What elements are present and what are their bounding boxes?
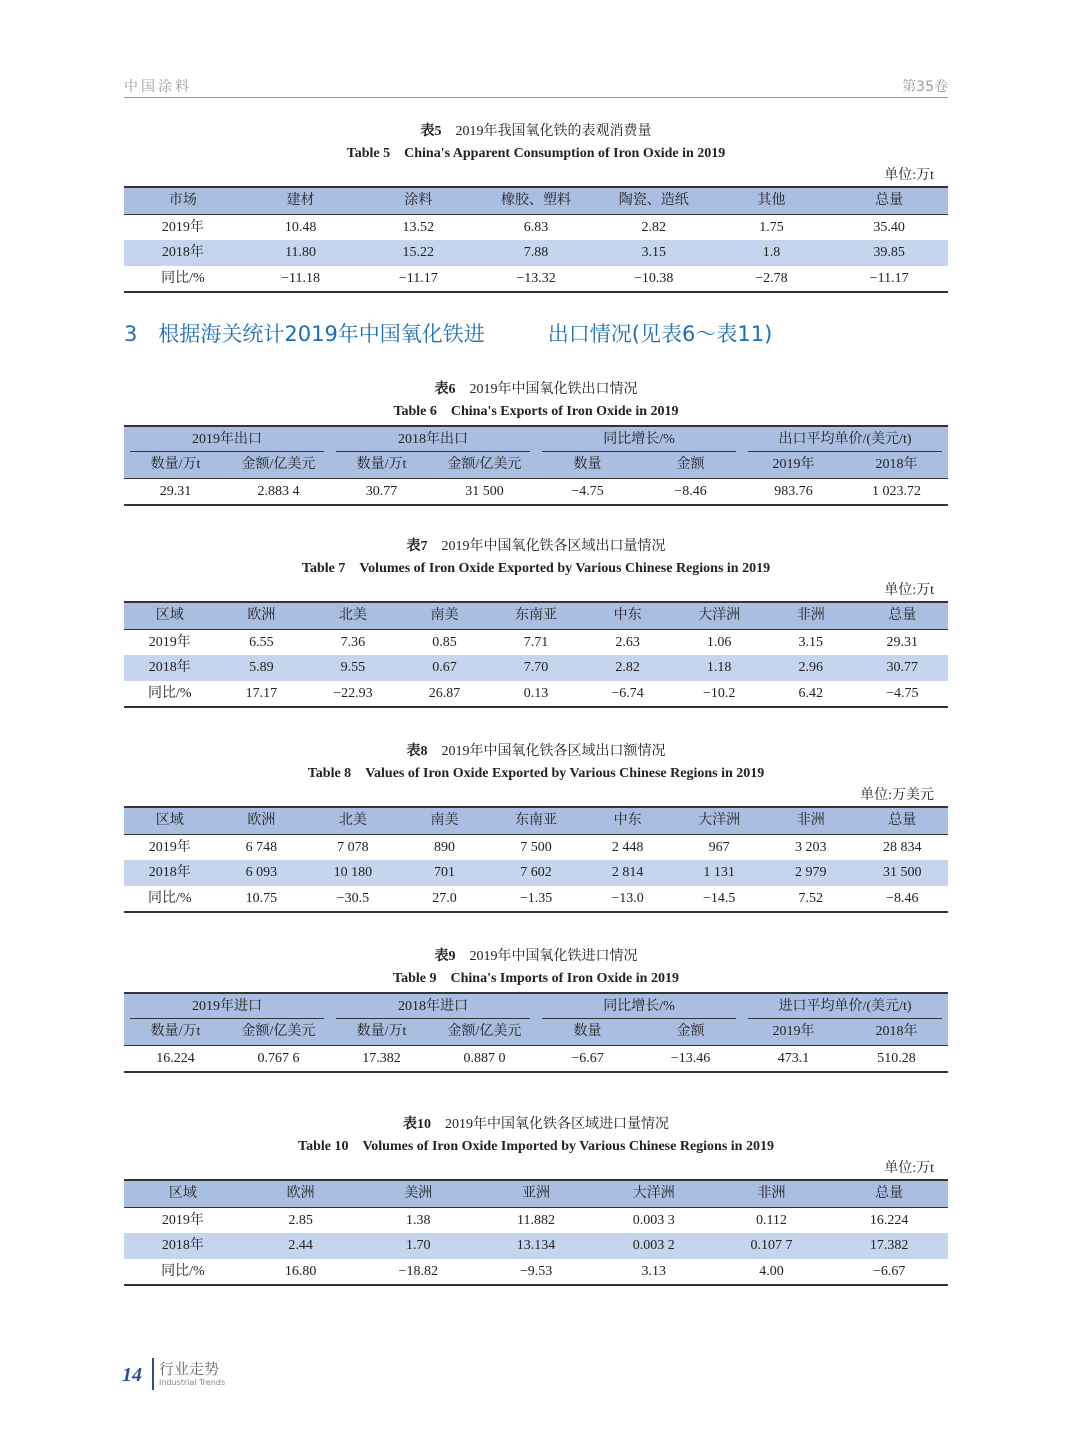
table-row: [124, 1259, 948, 1285]
group-header-cell: 同比增长/%: [542, 427, 736, 452]
caption-cn: [124, 946, 948, 968]
table-cell: 11.80: [285, 245, 317, 260]
column-header: 数量: [573, 457, 602, 472]
table-cell: 5.89: [249, 660, 274, 675]
table-cell: 同比/%: [161, 1263, 205, 1279]
table-cell: 27.0: [432, 890, 457, 906]
table-cell: 2018年: [161, 245, 204, 260]
table-cell: 28 834: [883, 839, 922, 855]
data-table: [124, 806, 948, 913]
table-cell: 2.883 4: [257, 483, 300, 499]
data-table: [124, 1179, 948, 1286]
column-header: 数量/万t: [150, 457, 201, 472]
column-header: 2018年: [875, 1024, 918, 1039]
caption-cn-title: 2019年我国氧化铁的表观消费量: [455, 124, 652, 139]
table-row: [124, 1208, 948, 1234]
header-row: [124, 452, 948, 479]
table-cell: 7.71: [523, 634, 549, 650]
table-cell: 39.85: [873, 245, 905, 260]
data-table: [124, 992, 948, 1073]
table-cell: 31 500: [465, 483, 504, 499]
table-cell: 10.48: [284, 219, 317, 235]
group-header-cell: 2018年出口: [336, 427, 530, 452]
caption-en-title: Volumes of Iron Oxide Exported by Various Chinese Regions in 2019: [359, 561, 771, 576]
table-cell: 967: [708, 839, 730, 855]
table-cell: 1.38: [406, 1212, 431, 1228]
table-cell: 2.82: [641, 219, 666, 235]
caption-en: [124, 763, 948, 785]
caption-cn: [124, 536, 948, 558]
table-row: [124, 479, 948, 505]
table-row: [124, 240, 948, 266]
caption-en-label: Table 10: [298, 1139, 349, 1154]
table-row: [124, 835, 948, 861]
group-header-cell: 进口平均单价/(美元/t): [748, 994, 942, 1019]
table-cell: 1.06: [706, 634, 732, 650]
table-row: [124, 655, 948, 681]
journal-name: 中国涂料: [124, 79, 192, 95]
footer-divider: [152, 1358, 154, 1390]
unit-label: 单位:万t: [884, 583, 934, 598]
caption-en: [124, 143, 948, 165]
table-cell: 30.77: [886, 660, 919, 675]
table-cell: −18.82: [398, 1263, 438, 1279]
table-cell: 6 093: [245, 865, 278, 880]
table-block: [124, 1114, 948, 1286]
caption-cn-title: 2019年中国氧化铁各区域进口量情况: [445, 1117, 669, 1132]
unit-label: 单位:万美元: [860, 788, 934, 803]
column-header: 总量: [888, 813, 917, 828]
column-header: 涂料: [404, 193, 433, 208]
caption-cn: [124, 121, 948, 143]
column-header: 南美: [430, 813, 459, 828]
table-cell: 6.55: [249, 634, 274, 650]
table-cell: 26.87: [428, 685, 461, 701]
table-cell: 17.17: [245, 685, 278, 701]
table-cell: 7 500: [520, 839, 552, 855]
column-header: 欧洲: [247, 608, 276, 623]
table-block: [124, 741, 948, 913]
column-header: 2019年: [772, 457, 815, 472]
table-cell: 0.107 7: [750, 1238, 793, 1253]
section-heading: 3 根据海关统计2019年中国氧化铁进 出口情况(见表6～表11): [124, 322, 773, 346]
caption-en: [124, 558, 948, 580]
column-header: 亚洲: [522, 1186, 551, 1201]
caption-cn-title: 2019年中国氧化铁各区域出口量情况: [441, 539, 666, 554]
table-cell: 7.52: [798, 890, 823, 906]
table-cell: 6.83: [523, 219, 549, 235]
table-cell: −6.67: [872, 1263, 906, 1279]
table-cell: 2.44: [288, 1238, 313, 1253]
table-cell: 1.70: [406, 1238, 431, 1253]
table-cell: 7 602: [520, 865, 552, 880]
table-cell: 3.15: [641, 245, 666, 260]
column-header: 总量: [888, 608, 917, 623]
table-cell: 1.75: [759, 219, 784, 235]
table-cell: 0.003 3: [632, 1212, 675, 1228]
column-header: 总量: [875, 193, 904, 208]
caption-en: [124, 401, 948, 423]
table-cell: 4.00: [759, 1263, 784, 1279]
table-cell: 0.112: [755, 1212, 787, 1228]
column-header: 陶瓷、造纸: [618, 193, 689, 208]
table-cell: −13.32: [516, 270, 556, 286]
caption-en-title: Values of Iron Oxide Exported by Various Chinese Regions in 2019: [365, 766, 765, 781]
footer-section-en: Industrial Trends: [159, 1378, 226, 1387]
table-cell: 1 131: [703, 865, 735, 880]
data-table: [124, 186, 948, 293]
caption-cn-label: 表7: [406, 539, 428, 554]
table-cell: −10.38: [634, 270, 674, 286]
table-cell: −30.5: [336, 890, 370, 906]
table-cell: 2.96: [798, 660, 823, 675]
caption-en-label: Table 8: [307, 766, 352, 781]
table-cell: −8.46: [674, 483, 707, 499]
table-cell: 7.88: [523, 245, 549, 260]
table-cell: 29.31: [159, 483, 192, 499]
header-row: [124, 603, 948, 630]
table-cell: −4.75: [571, 483, 604, 499]
table-cell: 7.36: [340, 634, 366, 650]
column-header: 北美: [338, 813, 367, 828]
caption-en-title: China's Apparent Consumption of Iron Oxide in 2019: [404, 146, 726, 161]
table-cell: 1.18: [706, 660, 732, 675]
header-row: [124, 1181, 948, 1208]
table-cell: −6.67: [571, 1050, 604, 1066]
footer-section-cn: 行业走势: [159, 1360, 220, 1378]
table-cell: −10.2: [702, 685, 736, 701]
table-cell: −8.46: [886, 890, 919, 906]
table-cell: −9.53: [519, 1263, 553, 1279]
table-cell: 2018年: [161, 1238, 204, 1253]
running-header: [124, 76, 948, 98]
column-header: 金额/亿美元: [447, 457, 522, 472]
caption-en-title: China's Exports of Iron Oxide in 2019: [450, 404, 679, 419]
table-cell: −11.17: [869, 270, 909, 286]
table-row: [124, 1233, 948, 1259]
table-cell: 2019年: [148, 634, 191, 650]
table-cell: 0.003 2: [632, 1238, 675, 1253]
table-cell: 10 180: [333, 865, 373, 880]
table-block: [124, 121, 948, 293]
table-cell: 10.75: [245, 890, 278, 906]
caption-cn-label: 表10: [403, 1117, 431, 1132]
table-cell: −11.18: [281, 270, 321, 286]
table-cell: 2 448: [611, 839, 644, 855]
column-header: 南美: [430, 608, 459, 623]
header-row: [124, 808, 948, 835]
table-cell: 16.224: [869, 1212, 909, 1228]
table-block: [124, 379, 948, 506]
table-cell: 2018年: [148, 865, 191, 880]
column-header: 美洲: [404, 1186, 433, 1201]
caption-cn-title: 2019年中国氧化铁出口情况: [469, 382, 638, 397]
table-cell: 1.8: [762, 245, 781, 260]
column-header: 区域: [155, 608, 184, 623]
column-header: 金额: [676, 1024, 705, 1039]
caption-cn-label: 表8: [406, 744, 428, 759]
column-header: 北美: [338, 608, 367, 623]
table-row: [124, 681, 948, 707]
caption-cn-label: 表6: [434, 382, 456, 397]
unit-label: 单位:万t: [884, 1161, 934, 1176]
table-cell: −14.5: [702, 890, 736, 906]
column-header: 欧洲: [286, 1186, 315, 1201]
table-row: [124, 266, 948, 292]
column-header: 橡胶、塑料: [501, 193, 572, 208]
data-table: [124, 425, 948, 506]
group-header-cell: 2018年进口: [336, 994, 530, 1019]
table-cell: 2019年: [161, 1212, 204, 1228]
table-cell: 同比/%: [148, 890, 192, 906]
column-header: 区域: [168, 1186, 197, 1201]
table-cell: 0.887 0: [463, 1050, 506, 1066]
table-cell: 16.224: [156, 1050, 195, 1066]
column-header: 金额: [676, 457, 705, 472]
table-cell: −11.17: [398, 270, 438, 286]
table-cell: 473.1: [777, 1050, 810, 1066]
table-cell: 2.63: [615, 634, 640, 650]
table-cell: 30.77: [365, 483, 398, 499]
caption-cn-title: 2019年中国氧化铁进口情况: [469, 949, 638, 964]
caption-cn-title: 2019年中国氧化铁各区域出口额情况: [441, 744, 666, 759]
table-cell: 31 500: [883, 865, 922, 880]
column-header: 中东: [613, 813, 642, 828]
table-cell: 3 203: [794, 839, 827, 855]
table-cell: 6 748: [245, 839, 278, 855]
column-header: 大洋洲: [632, 1186, 675, 1201]
column-header: 金额/亿美元: [241, 457, 316, 472]
table-cell: −13.46: [670, 1050, 711, 1066]
table-cell: 同比/%: [148, 685, 192, 701]
group-header-row: [124, 994, 948, 1019]
caption-en-title: Volumes of Iron Oxide Imported by Various Chinese Regions in 2019: [362, 1139, 774, 1154]
table-cell: 983.76: [774, 483, 813, 499]
caption-cn: [124, 741, 948, 763]
table-row: [124, 215, 948, 241]
table-cell: 16.80: [284, 1263, 317, 1279]
caption-en-title: China's Imports of Iron Oxide in 2019: [450, 971, 679, 986]
column-header: 东南亚: [515, 608, 558, 623]
column-header: 总量: [875, 1186, 904, 1201]
group-header-cell: 出口平均单价/(美元/t): [748, 427, 942, 452]
table-cell: −2.78: [755, 270, 788, 286]
table-cell: 0.13: [523, 685, 549, 701]
table-cell: 11.882: [517, 1212, 555, 1228]
table-row: [124, 630, 948, 656]
table-row: [124, 860, 948, 886]
column-header: 中东: [613, 608, 642, 623]
column-header: 非洲: [757, 1186, 786, 1201]
page-number: 14: [122, 1364, 142, 1386]
table-cell: 15.22: [402, 245, 435, 260]
group-header-cell: 同比增长/%: [542, 994, 736, 1019]
caption-en-label: Table 7: [301, 561, 346, 576]
column-header: 2019年: [772, 1024, 815, 1039]
caption-en-label: Table 9: [393, 971, 437, 986]
column-header: 东南亚: [515, 813, 558, 828]
table-cell: 0.767 6: [257, 1050, 300, 1066]
table-cell: 9.55: [340, 660, 366, 675]
table-cell: 890: [433, 839, 455, 855]
table-cell: 13.52: [402, 219, 435, 235]
table-cell: 7.70: [523, 660, 549, 675]
caption-en-label: Table 6: [393, 404, 437, 419]
table-cell: 6.42: [798, 685, 823, 701]
column-header: 大洋洲: [698, 608, 741, 623]
group-header-cell: 2019年出口: [130, 427, 324, 452]
column-header: 市场: [168, 193, 197, 208]
table-cell: 17.382: [362, 1050, 401, 1066]
column-header: 建材: [286, 193, 315, 208]
column-header: 非洲: [796, 813, 825, 828]
table-row: [124, 1046, 948, 1072]
column-header: 其他: [757, 193, 786, 208]
table-cell: 510.28: [877, 1050, 916, 1066]
unit-label: 单位:万t: [884, 168, 934, 183]
column-header: 2018年: [875, 457, 918, 472]
column-header: 数量/万t: [356, 1024, 407, 1039]
column-header: 大洋洲: [698, 813, 741, 828]
table-cell: 17.382: [869, 1238, 909, 1253]
table-cell: 7 078: [337, 839, 369, 855]
table-cell: 0.67: [432, 660, 457, 675]
table-cell: −22.93: [333, 685, 373, 701]
table-cell: −6.74: [611, 685, 644, 701]
header-row: [124, 188, 948, 215]
table-cell: 2 979: [794, 865, 827, 880]
caption-en-label: Table 5: [346, 146, 391, 161]
volume-number: 第35卷: [902, 79, 948, 95]
group-header-row: [124, 427, 948, 452]
table-cell: 2.85: [288, 1212, 313, 1228]
table-cell: 35.40: [873, 219, 905, 235]
caption-en: [124, 968, 948, 990]
caption-cn: [124, 1114, 948, 1136]
table-cell: 2019年: [148, 839, 191, 855]
table-cell: 2.82: [615, 660, 640, 675]
table-cell: −4.75: [886, 685, 919, 701]
table-cell: 2 814: [611, 865, 644, 880]
data-table: [124, 601, 948, 708]
group-header-cell: 2019年进口: [130, 994, 324, 1019]
caption-cn: [124, 379, 948, 401]
table-cell: 0.85: [432, 634, 457, 650]
table-cell: 13.134: [516, 1238, 556, 1253]
column-header: 数量/万t: [150, 1024, 201, 1039]
caption-cn-label: 表5: [420, 124, 442, 139]
column-header: 数量/万t: [356, 457, 407, 472]
caption-cn-label: 表9: [434, 949, 456, 964]
table-cell: 701: [433, 865, 455, 880]
column-header: 金额/亿美元: [447, 1024, 522, 1039]
table-block: [124, 946, 948, 1073]
table-cell: 2018年: [148, 660, 191, 675]
table-cell: 1 023.72: [872, 483, 921, 499]
header-row: [124, 1019, 948, 1046]
table-cell: −1.35: [519, 890, 553, 906]
column-header: 数量: [573, 1024, 602, 1039]
column-header: 欧洲: [247, 813, 276, 828]
column-header: 区域: [155, 813, 184, 828]
column-header: 金额/亿美元: [241, 1024, 316, 1039]
table-block: [124, 536, 948, 708]
table-cell: −13.0: [611, 890, 644, 906]
table-cell: 同比/%: [161, 270, 205, 286]
table-cell: 3.15: [798, 634, 823, 650]
table-cell: 2019年: [161, 219, 204, 235]
table-row: [124, 886, 948, 912]
table-cell: 3.13: [641, 1263, 666, 1279]
column-header: 非洲: [796, 608, 825, 623]
table-cell: 29.31: [886, 634, 919, 650]
caption-en: [124, 1136, 948, 1158]
